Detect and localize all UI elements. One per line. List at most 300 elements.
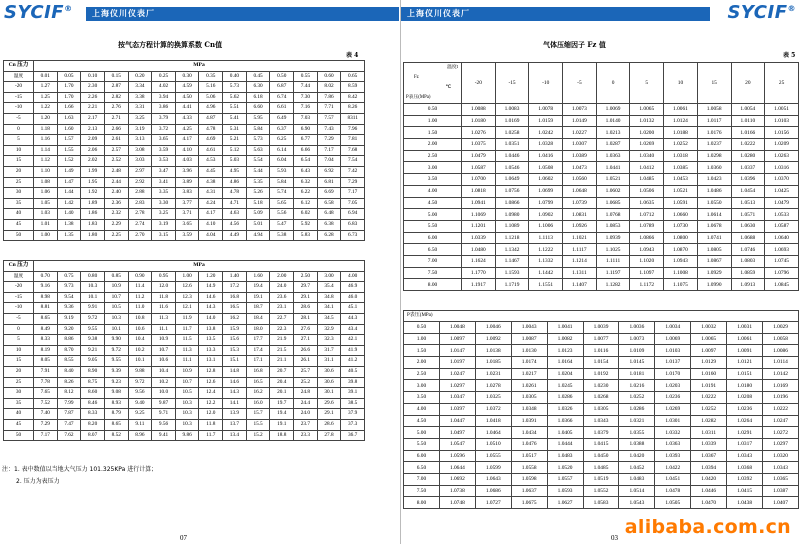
cn-value-cell: 5.83 <box>294 230 318 241</box>
fz-value-cell: 1.0237 <box>697 139 731 151</box>
fz-value-cell: 1.0258 <box>495 127 529 139</box>
cn-value-cell: 3.59 <box>152 145 176 156</box>
cn-value-cell: 27.6 <box>294 324 318 335</box>
cn-value-cell: 5.62 <box>223 92 247 103</box>
cn-value-cell: 4.10 <box>175 145 199 156</box>
fz-value-cell: 1.0452 <box>619 462 655 474</box>
fz-value-cell: 1.0269 <box>630 139 664 151</box>
fz-value-cell: 1.0311 <box>691 427 727 439</box>
cn-value-cell: 10.7 <box>152 345 176 356</box>
cn-value-cell: 2.44 <box>104 177 128 188</box>
pressure-cell: 1.50 <box>404 345 440 357</box>
cn-value-cell: 6.14 <box>270 145 294 156</box>
fz-value-cell: 1.0470 <box>691 497 727 509</box>
fz-value-cell: 1.0340 <box>630 150 664 162</box>
pressure-cell: 6.50 <box>404 462 440 474</box>
fz-value-cell: 1.0803 <box>731 255 765 267</box>
fz-value-cell: 1.0365 <box>763 473 799 485</box>
cn-value-cell: 12.6 <box>175 282 199 293</box>
temperature-cell: 5 <box>4 335 34 346</box>
cn-value-cell: 19.1 <box>246 292 270 303</box>
cn-value-cell: 43.4 <box>341 324 365 335</box>
cn-value-cell: 10.3 <box>81 282 105 293</box>
cn-value-cell: 8.65 <box>34 313 58 324</box>
cn-value-cell: 5.38 <box>270 230 294 241</box>
cn-value-cell: 12.1 <box>175 303 199 314</box>
cn-value-cell: 6.18 <box>246 92 270 103</box>
fz-value-cell: 1.1075 <box>664 279 698 291</box>
cn-value-cell: 4.61 <box>199 145 223 156</box>
cn-value-cell: 11.3 <box>152 313 176 324</box>
cn-value-cell: 6.22 <box>294 188 318 199</box>
table-row <box>4 388 365 399</box>
fz-value-cell: 1.0447 <box>439 415 475 427</box>
pressure-cell: 3.50 <box>404 174 462 186</box>
temperature-cell: 50 <box>4 430 34 441</box>
table-row <box>404 255 799 267</box>
table-row <box>4 156 365 167</box>
fz-value-cell: 1.1282 <box>596 279 630 291</box>
cn-value-cell: 7.29 <box>34 419 58 430</box>
fz-value-cell: 1.0560 <box>563 174 597 186</box>
pressure-header: 0.25 <box>152 71 176 82</box>
company-banner <box>86 7 399 21</box>
cn-value-cell: 9.25 <box>128 409 152 420</box>
fz-value-cell: 1.0464 <box>475 427 511 439</box>
pressure-cell: 7.00 <box>404 255 462 267</box>
cn-value-cell: 1.01 <box>34 219 58 230</box>
fz-value-cell: 1.0727 <box>475 497 511 509</box>
cn-value-cell: 7.81 <box>341 135 365 146</box>
cn-value-cell: 9.91 <box>81 303 105 314</box>
cn-value-cell: 11.8 <box>199 419 223 430</box>
cn-value-cell: 25.7 <box>294 366 318 377</box>
fz-value-cell: 1.0423 <box>697 174 731 186</box>
cn-value-cell: 7.29 <box>317 135 341 146</box>
fz-value-cell: 1.0385 <box>664 162 698 174</box>
cn-value-cell: 6.90 <box>294 124 318 135</box>
cn-value-cell: 42.1 <box>341 335 365 346</box>
unit-header: MPa <box>34 261 365 272</box>
fz-value-cell: 1.0185 <box>475 357 511 369</box>
cn-value-cell: 7.05 <box>341 198 365 209</box>
fz-value-cell: 1.0209 <box>765 139 799 151</box>
fz-value-cell: 1.0351 <box>495 139 529 151</box>
fz-value-cell: 1.0129 <box>691 357 727 369</box>
cn-value-cell: 7.68 <box>341 145 365 156</box>
cn-value-cell: 3.25 <box>152 209 176 220</box>
cn-value-cell: 15.7 <box>246 409 270 420</box>
cn-value-cell: 3.35 <box>152 188 176 199</box>
cn-value-cell: 14.6 <box>223 377 247 388</box>
fz-value-cell: 1.0058 <box>697 104 731 116</box>
temperature-cell: -20 <box>4 82 34 93</box>
left-title: 按气态方程计算的换算系数 Cn值 <box>118 40 223 49</box>
cn-value-cell: 7.54 <box>341 156 365 167</box>
cn-value-cell: 21.1 <box>270 356 294 367</box>
cn-value-cell: 5.93 <box>270 166 294 177</box>
fz-value-cell: 1.0236 <box>655 392 691 404</box>
cn-value-cell: 6.77 <box>294 135 318 146</box>
cn-value-cell: 6.92 <box>317 166 341 177</box>
pressure-cell: 4.00 <box>404 403 440 415</box>
cn-value-cell: 26.6 <box>294 345 318 356</box>
fz-value-cell: 1.0180 <box>462 115 496 127</box>
fz-value-cell: 1.0870 <box>664 244 698 256</box>
fz-value-cell: 1.0367 <box>691 450 727 462</box>
fz-value-cell: 1.0407 <box>763 497 799 509</box>
cn-value-cell: 9.36 <box>57 303 81 314</box>
fz-value-cell: 1.0389 <box>563 150 597 162</box>
cn-value-cell: 7.43 <box>317 124 341 135</box>
cn-value-cell: 7.44 <box>294 82 318 93</box>
temperature-cell: 35 <box>4 398 34 409</box>
table-row <box>404 232 799 244</box>
cn-value-cell: 41.9 <box>341 345 365 356</box>
fz-value-cell: 1.0375 <box>462 139 496 151</box>
fz-value-cell: 1.0596 <box>439 450 475 462</box>
table-row <box>4 135 365 146</box>
table-row <box>4 166 365 177</box>
fz-value-cell: 1.0485 <box>583 462 619 474</box>
cn-value-cell: 11.7 <box>175 324 199 335</box>
pressure-cell: 4.00 <box>404 185 462 197</box>
cn-value-cell: 14.8 <box>223 366 247 377</box>
fz-value-cell: 1.0405 <box>547 427 583 439</box>
fz-value-cell: 1.0926 <box>563 220 597 232</box>
fz-value-cell: 1.0166 <box>731 127 765 139</box>
cn-value-cell: 40.5 <box>341 366 365 377</box>
table-row <box>4 219 365 230</box>
fz-value-cell: 1.0159 <box>529 115 563 127</box>
cn-value-cell: 6.38 <box>317 219 341 230</box>
fz-value-cell: 1.0287 <box>596 139 630 151</box>
cn-value-cell: 36.7 <box>341 430 365 441</box>
pressure-cell: 5.50 <box>404 220 462 232</box>
table-row <box>4 124 365 135</box>
cn-value-cell: 2.13 <box>81 124 105 135</box>
page-number-right: 03 <box>611 534 618 542</box>
note-1: 注：1. 表中数值以当地大气压力 101.325KPa 进行计算； <box>2 466 158 473</box>
cn-value-cell: 4.49 <box>223 230 247 241</box>
fz-value-cell: 1.0058 <box>763 333 799 345</box>
fz-value-cell: 1.0800 <box>664 232 698 244</box>
pressure-cell: 1.50 <box>404 127 462 139</box>
fz-value-cell: 1.1467 <box>495 255 529 267</box>
fz-table-1 <box>403 62 799 291</box>
table-row <box>4 377 365 388</box>
cn-value-cell: 3.25 <box>128 113 152 124</box>
cn-value-cell: 7.40 <box>34 409 58 420</box>
fz-value-cell: 1.0602 <box>596 185 630 197</box>
fz-value-cell: 1.0280 <box>731 150 765 162</box>
cn-value-cell: 28.6 <box>317 419 341 430</box>
cn-value-cell: 1.66 <box>57 103 81 114</box>
cn-value-cell: 8.26 <box>341 103 365 114</box>
pressure-header: 1.20 <box>199 271 223 282</box>
table-corner: Cn 压力 <box>4 261 34 272</box>
fz-value-cell: 1.0746 <box>731 244 765 256</box>
cn-value-cell: 1.38 <box>57 219 81 230</box>
fz-value-cell: 1.0473 <box>563 162 597 174</box>
company-name: 上海仪川仪表厂 <box>92 9 155 18</box>
temperature-cell: 0 <box>4 124 34 135</box>
pressure-header: 0.55 <box>294 71 318 82</box>
cn-value-cell: 26.1 <box>294 356 318 367</box>
table-row <box>404 139 799 151</box>
cn-value-cell: 16.8 <box>246 366 270 377</box>
temperature-cell: -15 <box>4 92 34 103</box>
pressure-cell: 8.00 <box>404 497 440 509</box>
cn-value-cell: 4.56 <box>223 219 247 230</box>
cn-value-cell: 1.95 <box>81 177 105 188</box>
cn-value-cell: 12.0 <box>199 409 223 420</box>
fz-value-cell: 1.0196 <box>763 392 799 404</box>
cn-value-cell: 6.37 <box>270 124 294 135</box>
cn-value-cell: 41.2 <box>341 356 365 367</box>
cn-value-cell: 17.7 <box>246 335 270 346</box>
temperature-cell: 50 <box>4 230 34 241</box>
fz-value-cell: 1.0506 <box>630 185 664 197</box>
temperature-cell: 30 <box>4 388 34 399</box>
fz-value-cell: 1.0261 <box>511 380 547 392</box>
fz-value-cell: 1.0343 <box>763 462 799 474</box>
cn-value-cell: 30.6 <box>317 366 341 377</box>
cn-value-cell: 10.2 <box>128 345 152 356</box>
fz-value-cell: 1.0145 <box>619 357 655 369</box>
fz-value-cell: 1.0941 <box>462 197 496 209</box>
fz-value-cell: 1.0660 <box>664 209 698 221</box>
fz-value-cell: 1.0192 <box>583 368 619 380</box>
fz-value-cell: 1.0252 <box>664 139 698 151</box>
cn-value-cell: 5.73 <box>223 82 247 93</box>
cn-value-cell: 32.3 <box>317 335 341 346</box>
fz-value-cell: 1.0073 <box>563 104 597 116</box>
cn-value-cell: 28.1 <box>294 313 318 324</box>
fz-value-cell: 1.0326 <box>547 403 583 415</box>
pressure-header: 0.15 <box>104 71 128 82</box>
table-row <box>4 356 365 367</box>
fz-value-cell: 1.0297 <box>439 380 475 392</box>
cn-value-cell: 32.9 <box>317 324 341 335</box>
table-row <box>404 427 799 439</box>
cn-value-cell: 6.83 <box>341 219 365 230</box>
pressure-header: 0.01 <box>34 71 58 82</box>
cn-value-cell: 14.0 <box>199 313 223 324</box>
cn-value-cell: 1.08 <box>34 177 58 188</box>
cn-value-cell: 9.19 <box>57 313 81 324</box>
cn-value-cell: 8.86 <box>57 335 81 346</box>
cn-table-2 <box>3 260 365 441</box>
cn-value-cell: 2.88 <box>128 188 152 199</box>
cn-value-cell: 7.78 <box>34 377 58 388</box>
fz-value-cell: 1.0092 <box>475 333 511 345</box>
fz-value-cell: 1.0032 <box>691 322 727 334</box>
cn-value-cell: 9.72 <box>128 377 152 388</box>
fz-value-cell: 1.0517 <box>511 450 547 462</box>
cn-value-cell: 3.59 <box>175 230 199 241</box>
fz-value-cell: 1.0789 <box>630 220 664 232</box>
fz-value-cell: 1.0391 <box>511 415 547 427</box>
temperature-header: 0 <box>596 63 630 104</box>
fz-value-cell: 1.0348 <box>511 403 547 415</box>
fz-value-cell: 1.0627 <box>547 497 583 509</box>
cn-value-cell: 19.4 <box>270 409 294 420</box>
temperature-cell: -20 <box>4 282 34 293</box>
fz-value-cell: 1.0513 <box>731 197 765 209</box>
fz-value-cell: 1.1311 <box>563 267 597 279</box>
cn-value-cell: 2.57 <box>104 145 128 156</box>
cn-value-cell: 3.13 <box>128 135 152 146</box>
cn-value-cell: 14.6 <box>199 292 223 303</box>
cn-value-cell: 19.1 <box>270 419 294 430</box>
cn-value-cell: 7.17 <box>34 430 58 441</box>
temperature-header: 10 <box>664 63 698 104</box>
cn-value-cell: 10.4 <box>152 366 176 377</box>
fz-value-cell: 1.0036 <box>619 322 655 334</box>
fz-value-cell: 1.0109 <box>619 345 655 357</box>
cn-value-cell: 4.41 <box>175 103 199 114</box>
cn-value-cell: 6.94 <box>341 209 365 220</box>
cn-value-cell: 2.30 <box>81 82 105 93</box>
cn-value-cell: 13.7 <box>223 419 247 430</box>
fz-value-cell: 1.0366 <box>547 415 583 427</box>
fz-table-2-header: P表压(MPa) <box>404 311 799 322</box>
fz-value-cell: 1.0370 <box>765 174 799 186</box>
cn-value-cell: 9.16 <box>34 282 58 293</box>
cn-value-cell: 16.5 <box>246 377 270 388</box>
cn-value-cell: 10.1 <box>81 292 105 303</box>
cn-value-cell: 1.14 <box>34 145 58 156</box>
temperature-header: -10 <box>529 63 563 104</box>
cn-value-cell: 16.0 <box>246 398 270 409</box>
cn-value-cell: 8.20 <box>81 419 105 430</box>
cn-value-cell: 1.03 <box>34 209 58 220</box>
cn-value-cell: 4.63 <box>223 209 247 220</box>
temperature-cell: -5 <box>4 313 34 324</box>
temperature-header: 25 <box>765 63 799 104</box>
cn-value-cell: 5.56 <box>270 209 294 220</box>
fz-value-cell: 1.0422 <box>655 462 691 474</box>
cn-value-cell: 5.95 <box>246 113 270 124</box>
cn-value-cell: 9.87 <box>152 398 176 409</box>
fz-value-cell: 1.0301 <box>655 415 691 427</box>
cn-value-cell: 9.71 <box>152 409 176 420</box>
cn-value-cell: 8.70 <box>57 345 81 356</box>
fz-value-cell: 1.0278 <box>475 380 511 392</box>
table-row <box>4 92 365 103</box>
fz-value-cell: 1.0396 <box>731 174 765 186</box>
cn-value-cell: 2.92 <box>128 177 152 188</box>
cn-value-cell: 18.0 <box>246 324 270 335</box>
cn-value-cell: 17.4 <box>246 345 270 356</box>
fz-value-cell: 1.0204 <box>547 368 583 380</box>
cn-value-cell: 2.76 <box>104 103 128 114</box>
fz-value-cell: 1.0156 <box>765 127 799 139</box>
cn-value-cell: 9.55 <box>81 324 105 335</box>
cn-value-cell: 9.39 <box>104 366 128 377</box>
fz-value-cell: 1.0394 <box>691 462 727 474</box>
fz-value-cell: 1.0479 <box>765 197 799 209</box>
table-row <box>404 497 799 509</box>
cn-value-cell: 8.02 <box>317 82 341 93</box>
pressure-cell: 4.50 <box>404 197 462 209</box>
fz-value-cell: 1.1342 <box>495 244 529 256</box>
fz-value-cell: 1.0031 <box>727 322 763 334</box>
pressure-cell: 6.00 <box>404 450 440 462</box>
table-row <box>404 403 799 415</box>
cn-value-cell: 13.8 <box>199 324 223 335</box>
cn-value-cell: 12.8 <box>199 366 223 377</box>
cn-value-cell: 4.45 <box>199 166 223 177</box>
fz-value-cell: 1.1593 <box>495 267 529 279</box>
fz-value-cell: 1.0164 <box>547 357 583 369</box>
cn-value-cell: 6.43 <box>294 166 318 177</box>
cn-value-cell: 3.34 <box>128 82 152 93</box>
fz-value-cell: 1.1069 <box>462 209 496 221</box>
fz-value-cell: 1.0041 <box>547 322 583 334</box>
cn-value-cell: 8.93 <box>104 398 128 409</box>
cn-value-cell: 17.1 <box>246 356 270 367</box>
table-row <box>4 82 365 93</box>
cn-value-cell: 5.73 <box>246 135 270 146</box>
cn-value-cell: 6.04 <box>270 156 294 167</box>
fz-value-cell: 1.0103 <box>655 345 691 357</box>
fz-value-cell: 1.0114 <box>763 357 799 369</box>
fz-value-cell: 1.0446 <box>691 485 727 497</box>
fz-value-cell: 1.0845 <box>765 279 799 291</box>
left-header <box>0 0 399 30</box>
fz-value-cell: 1.1197 <box>596 267 630 279</box>
fz-value-cell: 1.0222 <box>731 139 765 151</box>
cn-value-cell: 8.49 <box>34 324 58 335</box>
temperature-cell: 10 <box>4 345 34 356</box>
fz-value-cell: 1.1113 <box>529 232 563 244</box>
fz-value-cell: 1.0054 <box>731 104 765 116</box>
cn-value-cell: 9.72 <box>104 345 128 356</box>
fz-value-cell: 1.0388 <box>619 438 655 450</box>
pressure-cell: 5.00 <box>404 427 440 439</box>
cn-value-cell: 1.70 <box>57 82 81 93</box>
fz-value-cell: 1.0276 <box>462 127 496 139</box>
cn-value-cell: 5.18 <box>246 198 270 209</box>
temperature-cell: 5 <box>4 135 34 146</box>
cn-value-cell: 1.05 <box>34 198 58 209</box>
cn-value-cell: 2.87 <box>104 82 128 93</box>
cn-value-cell: 15.5 <box>246 419 270 430</box>
cn-value-cell: 6.73 <box>341 230 365 241</box>
table-row <box>4 366 365 377</box>
fz-value-cell: 1.0483 <box>619 473 655 485</box>
pressure-cell: 6.50 <box>404 244 462 256</box>
cn-value-cell: 10.7 <box>175 377 199 388</box>
fz-value-cell: 1.0514 <box>619 485 655 497</box>
fz-value-cell: 1.0552 <box>583 485 619 497</box>
cn-value-cell: 6.30 <box>246 82 270 93</box>
fz-value-cell: 1.0297 <box>763 438 799 450</box>
fz-value-cell: 1.0305 <box>511 392 547 404</box>
cn-value-cell: 5.41 <box>223 113 247 124</box>
fz-value-cell: 1.0693 <box>765 244 799 256</box>
fz-value-cell: 1.0347 <box>439 392 475 404</box>
fz-value-cell: 1.0138 <box>475 345 511 357</box>
fz-value-cell: 1.0756 <box>495 185 529 197</box>
cn-value-cell: 7.42 <box>341 166 365 177</box>
pressure-header: 2.00 <box>270 271 294 282</box>
fz-value-cell: 1.0307 <box>563 139 597 151</box>
table-row <box>4 188 365 199</box>
fz-value-cell: 1.0486 <box>697 185 731 197</box>
